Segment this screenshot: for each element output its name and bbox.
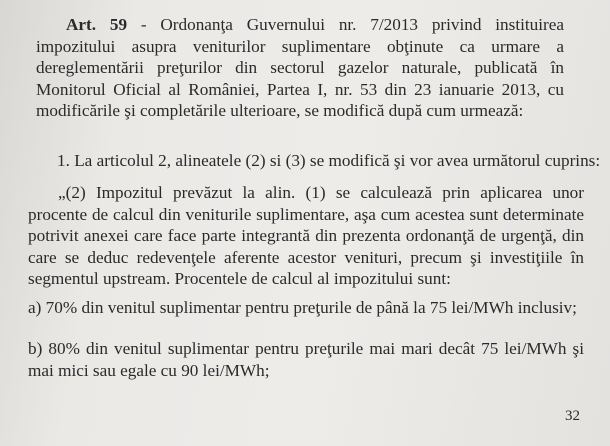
list-item-1: 1. La articolul 2, alineatele (2) si (3) se modifică şi vor avea următorul cuprins:	[57, 151, 601, 170]
list-item-a: a) 70% din venitul suplimentar pentru preţurile de până la 75 lei/MWh inclusiv;	[28, 298, 577, 317]
paragraph-2: „(2) Impozitul prevăzut la alin. (1) se calculează prin aplicarea unor procente de calcul din veniturile suplimentare, aşa cum acestea sunt determinate potrivit anexei care face parte integrantă din prezenta ordonanţă de urgenţă, din care se deduc redevenţele aferente acestor venituri, precum şi investiţiile în segmentul upstream. Procentele de calcul al impozitului sunt:	[28, 183, 584, 289]
list-item-b: b) 80% din venitul suplimentar pentru preţurile mai mari decât 75 lei/MWh şi mai mici sau egale cu 90 lei/MWh;	[28, 339, 584, 380]
article-label: Art. 59	[66, 15, 128, 34]
article-text: - Ordonanţa Guvernului nr. 7/2013 privind instituirea impozitului asupra veniturilor suplimentare obţinute ca urmare a dereglementării preţurilor din sectorul gazelor naturale, publicată în Monitorul Oficial al României, Partea I, nr. 53 din 23 ianuarie 2013, cu modificările şi completările ulterioare, se modifică după cum urmează:	[36, 15, 565, 121]
page-number: 32	[565, 408, 580, 424]
article-paragraph	[36, 14, 564, 122]
